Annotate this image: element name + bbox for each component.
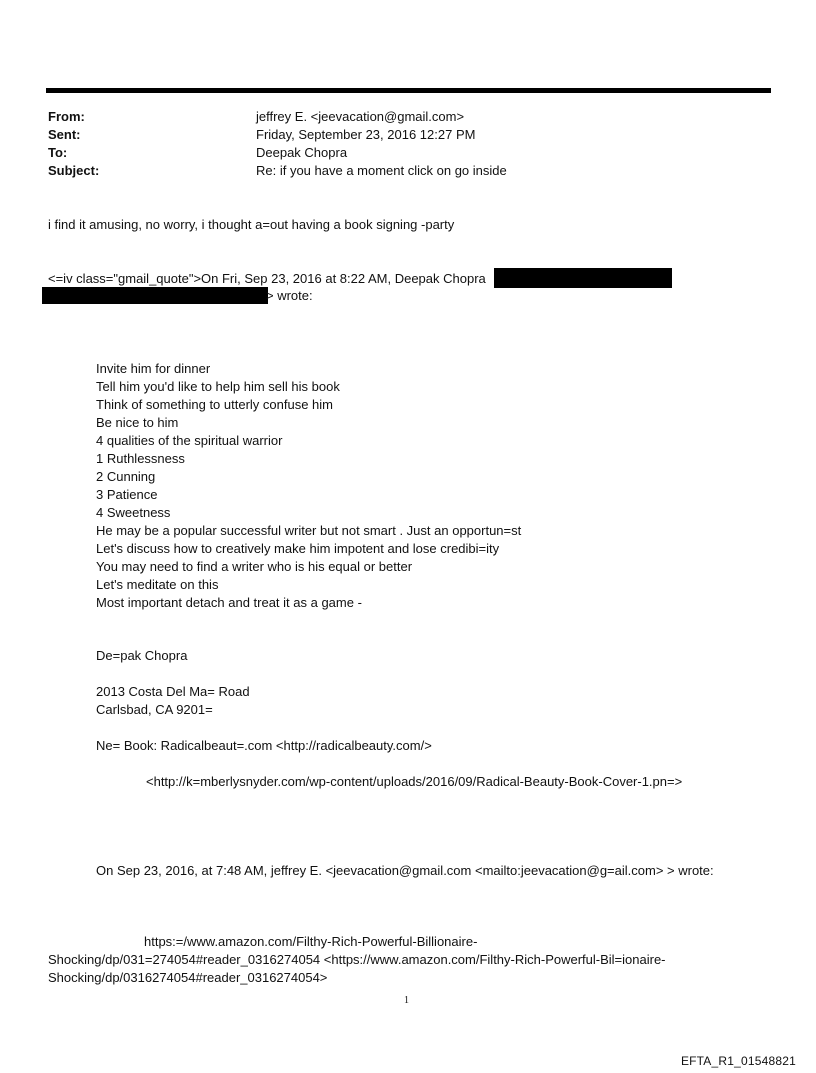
quoted-line: 4 Sweetness [96,505,171,520]
from-label: From: [48,109,85,124]
quoted-line: Be nice to him [96,415,179,430]
quoted-line: You may need to find a writer who is his equal or better [96,559,413,574]
quote-wrote: > wrote: [266,288,313,303]
amazon-link-line[interactable]: Shocking/dp/031=274054#reader_0316274054 <https://www.amazon.com/Filthy-Rich-Powerful-Bil=ionaire- [48,952,666,967]
signature-book-link[interactable]: Ne= Book: Radicalbeaut=.com <http://radicalbeauty.com/> [96,738,432,753]
document-id: EFTA_R1_01548821 [680,1054,796,1068]
page-number: 1 [404,995,409,1006]
quoted-line: He may be a popular successful writer but not smart . Just an opportun=st [96,523,522,538]
quoted-line: Most important detach and treat it as a game - [96,595,362,610]
quoted-line: Let's meditate on this [96,577,219,592]
earlier-message-header: On Sep 23, 2016, at 7:48 AM, jeffrey E. <jeevacation@gmail.com <mailto:jeevacation@g=ail.com> > wrote: [96,863,714,878]
reply-line: i find it amusing, no worry, i thought a=out having a book signing -party [48,217,455,232]
quoted-line: 1 Ruthlessness [96,451,185,466]
redaction-box [494,268,672,288]
quote-line: <=iv class="gmail_quote">On Fri, Sep 23, 2016 at 8:22 AM, Deepak Chopra [48,271,486,286]
to-value: Deepak Chopra [256,145,348,160]
quoted-line: Let's discuss how to creatively make him impotent and lose credibi=ity [96,541,500,556]
quoted-line: Invite him for dinner [96,361,211,376]
signature-address-line: Carlsbad, CA 9201= [96,702,213,717]
redaction-box [42,287,268,304]
quoted-line: 3 Patience [96,487,158,502]
quoted-line: Think of something to utterly confuse him [96,397,334,412]
amazon-link-line[interactable]: https:=/www.amazon.com/Filthy-Rich-Powerful-Billionaire- [144,934,478,949]
to-label: To: [48,145,68,160]
from-value: jeffrey E. <jeevacation@gmail.com> [256,109,465,124]
amazon-link-line[interactable]: Shocking/dp/0316274054#reader_0316274054> [48,970,328,985]
header-rule [46,88,771,93]
sent-label: Sent: [48,127,81,142]
quoted-line: Tell him you'd like to help him sell his book [96,379,340,394]
signature-image-link[interactable]: <http://k=mberlysnyder.com/wp-content/uploads/2016/09/Radical-Beauty-Book-Cover-1.pn=> [146,774,683,789]
signature-address-line: 2013 Costa Del Ma= Road [96,684,250,699]
quoted-line: 2 Cunning [96,469,156,484]
subject-label: Subject: [48,163,100,178]
quoted-line: 4 qualities of the spiritual warrior [96,433,283,448]
sent-value: Friday, September 23, 2016 12:27 PM [256,127,476,142]
signature-name: De=pak Chopra [96,648,188,663]
subject-value: Re: if you have a moment click on go inside [256,163,507,178]
